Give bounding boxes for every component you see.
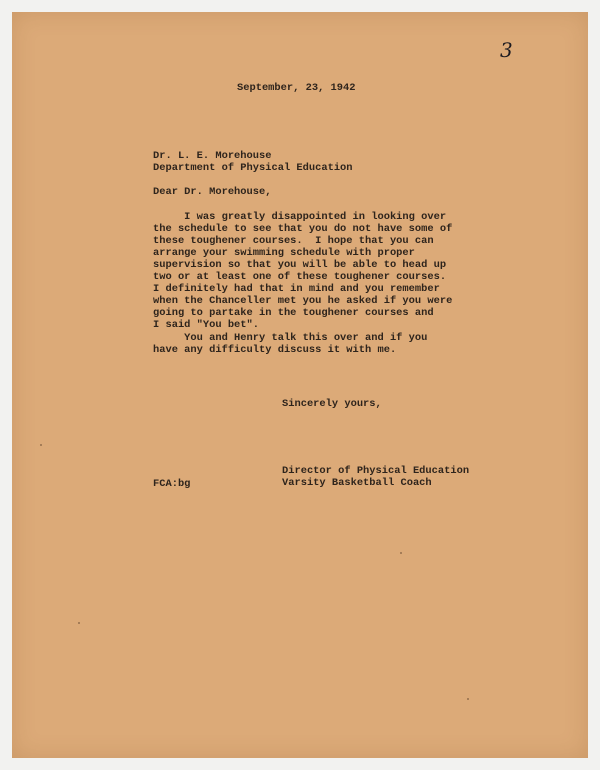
body-line: the schedule to see that you do not have some of	[153, 223, 453, 235]
closing: Sincerely yours,	[282, 398, 382, 410]
body-line: going to partake in the toughener courses and	[153, 307, 434, 319]
letter-date: September, 23, 1942	[237, 82, 356, 94]
body-line: You and Henry talk this over and if you	[153, 332, 428, 344]
body-line: two or at least one of these toughener courses.	[153, 271, 447, 283]
handwritten-page-number: 3	[500, 38, 513, 62]
paper-speck	[400, 552, 402, 554]
reference-initials: FCA:bg	[153, 478, 191, 490]
body-line: I was greatly disappointed in looking over	[153, 211, 447, 223]
body-line: arrange your swimming schedule with proper	[153, 247, 415, 259]
salutation: Dear Dr. Morehouse,	[153, 186, 272, 198]
letter-page	[12, 12, 588, 758]
body-line: I definitely had that in mind and you remember	[153, 283, 440, 295]
paper-speck	[78, 622, 80, 624]
body-line: supervision so that you will be able to head up	[153, 259, 447, 271]
recipient-department: Department of Physical Education	[153, 162, 353, 174]
paper-speck	[467, 698, 469, 700]
recipient-name: Dr. L. E. Morehouse	[153, 150, 272, 162]
body-line: these toughener courses. I hope that you can	[153, 235, 434, 247]
signature-title-line-2: Varsity Basketball Coach	[282, 477, 432, 489]
body-line: have any difficulty discuss it with me.	[153, 344, 397, 356]
body-line: when the Chanceller met you he asked if you were	[153, 295, 453, 307]
body-line: I said "You bet".	[153, 319, 260, 331]
signature-title-line-1: Director of Physical Education	[282, 465, 470, 477]
paper-speck	[40, 444, 42, 446]
